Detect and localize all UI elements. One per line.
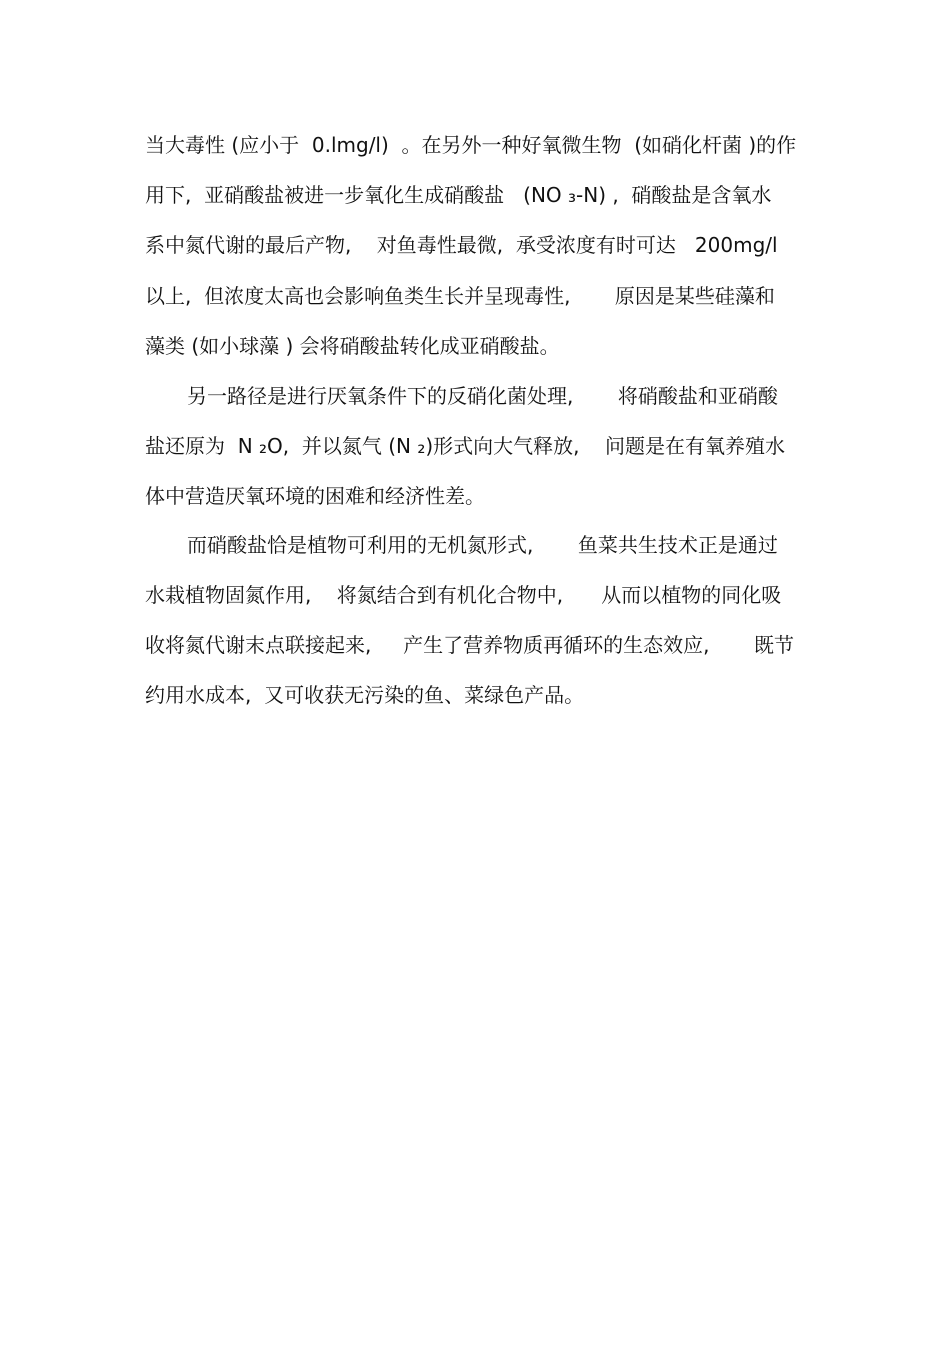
paragraph-3-line-1: 而硝酸盐恰是植物可利用的无机氮形式, 鱼菜共生技术正是通过: [187, 533, 778, 557]
paragraph-1-line-1: 当大毒性 (应小于 0.lmg/l) 。在另外一种好氧微生物 (如硝化杆菌 )的作: [145, 133, 797, 157]
paragraph-2-line-3: 体中营造厌氧环境的困难和经济性差。: [145, 484, 485, 508]
paragraph-1-line-3: 系中氮代谢的最后产物, 对鱼毒性最微, 承受浓度有时可达 200mg/l: [145, 233, 778, 257]
paragraph-3-line-3: 收将氮代谢末点联接起来, 产生了营养物质再循环的生态效应, 既节: [145, 633, 795, 657]
paragraph-1-line-5: 藻类 (如小球藻 ) 会将硝酸盐转化成亚硝酸盐。: [145, 334, 560, 358]
paragraph-3-line-4: 约用水成本, 又可收获无污染的鱼、菜绿色产品。: [145, 683, 585, 707]
paragraph-3-line-2: 水栽植物固氮作用, 将氮结合到有机化合物中, 从而以植物的同化吸: [145, 583, 782, 607]
paragraph-1-line-2: 用下, 亚硝酸盐被进一步氧化生成硝酸盐 (NO ₃-N) , 硝酸盐是含氧水: [145, 183, 772, 207]
paragraph-1-line-4: 以上, 但浓度太高也会影响鱼类生长并呈现毒性, 原因是某些硅藻和: [145, 284, 775, 308]
paragraph-2-line-2: 盐还原为 N ₂O, 并以氮气 (N ₂)形式向大气释放, 问题是在有氧养殖水: [145, 434, 785, 458]
paragraph-2-line-1: 另一路径是进行厌氧条件下的反硝化菌处理, 将硝酸盐和亚硝酸: [187, 384, 778, 408]
